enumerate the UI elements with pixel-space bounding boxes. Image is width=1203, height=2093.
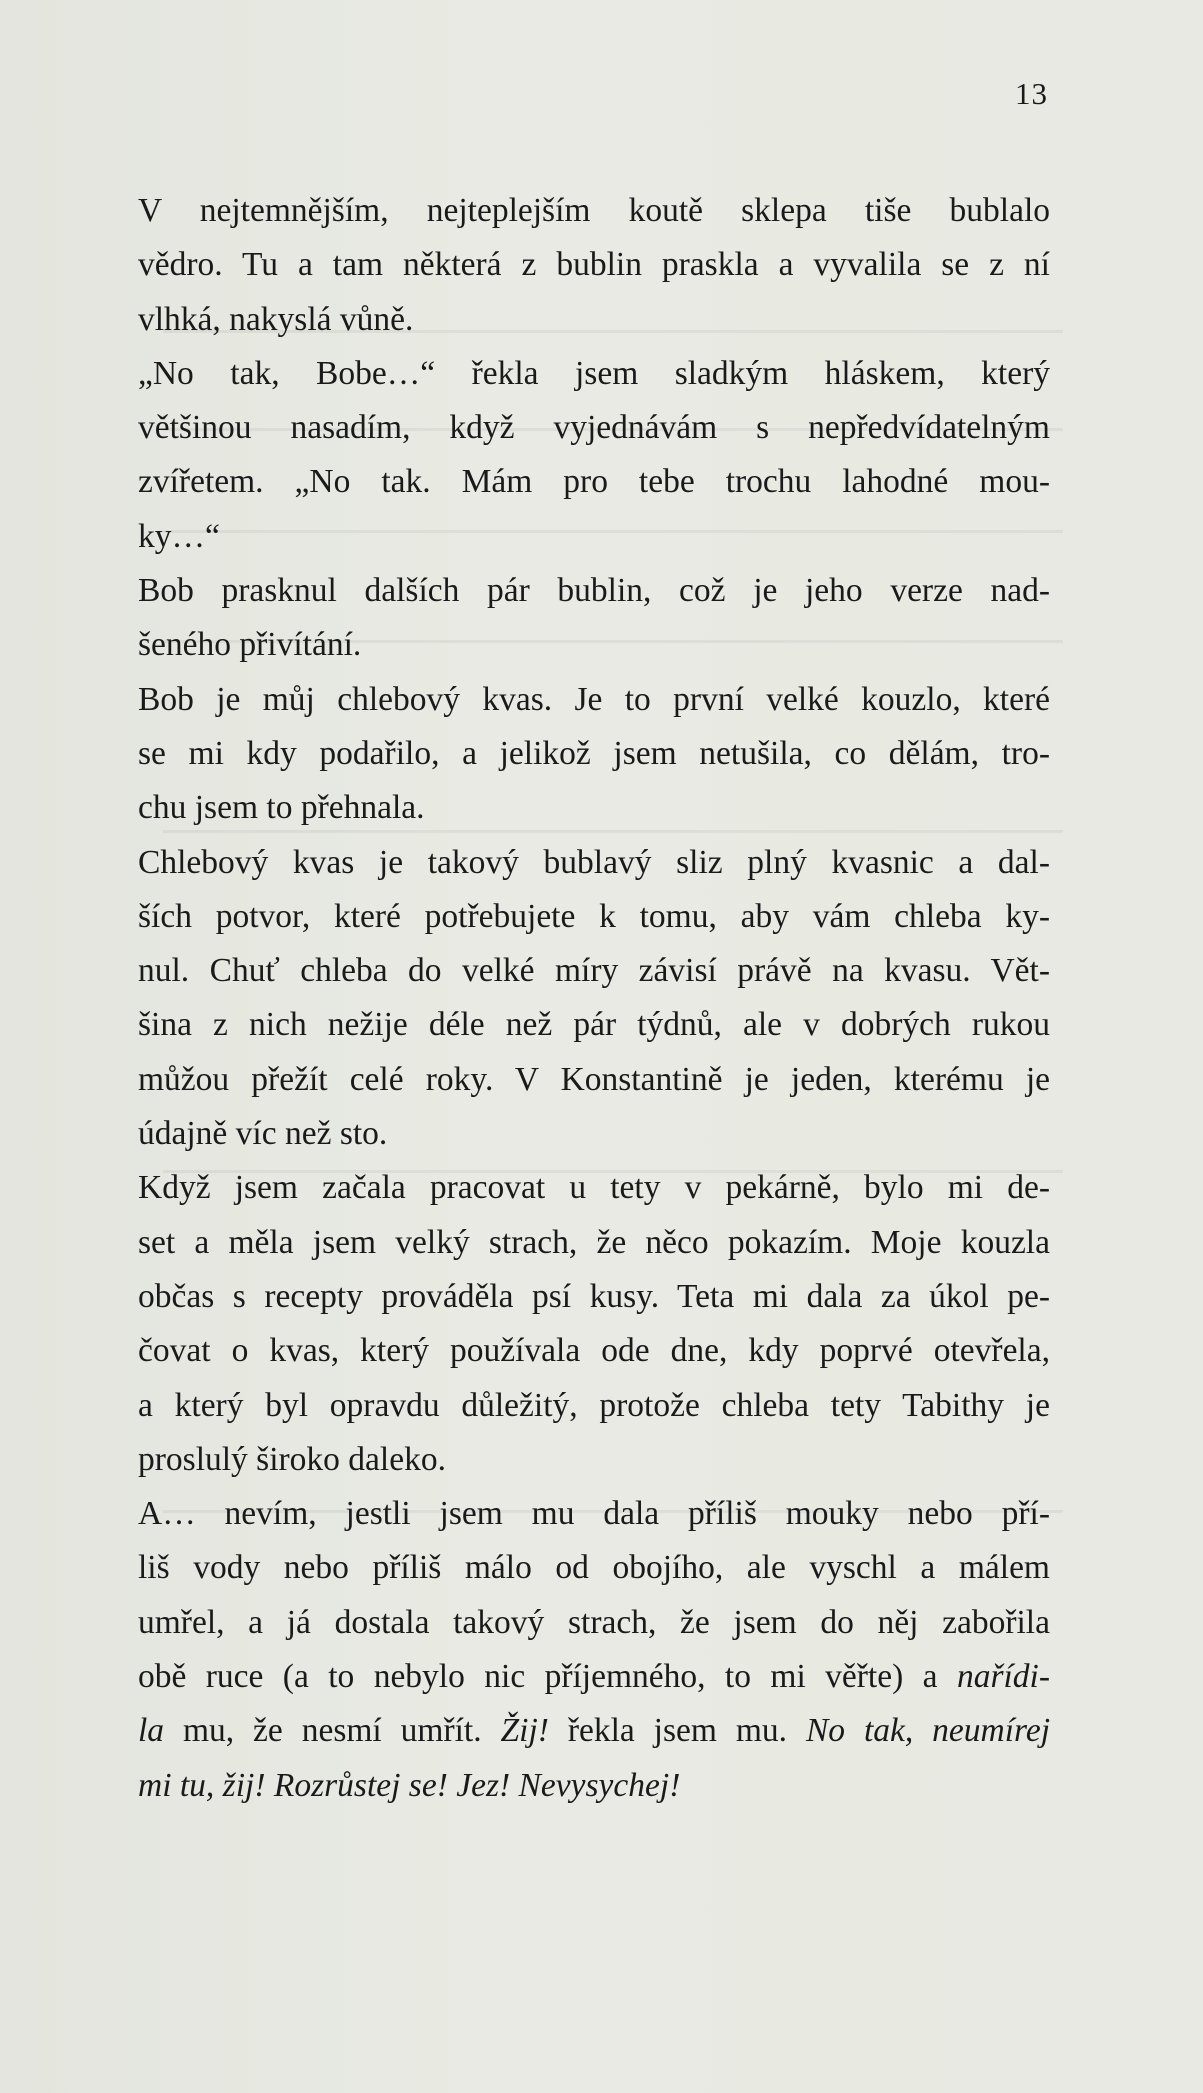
text-line bbox=[138, 727, 1050, 781]
italic-text: la bbox=[138, 1712, 165, 1750]
text-segment: zvířetem. „No tak. Mám pro tebe trochu lahodné mou- bbox=[138, 463, 1050, 501]
italic-text: nařídi- bbox=[956, 1658, 1050, 1696]
text-segment: Chlebový kvas je takový bublavý sliz plný kvasnic a dal- bbox=[138, 843, 1050, 881]
text-segment: V nejtemnějším, nejteplejším koutě sklepa tiše bublalo bbox=[138, 192, 1050, 229]
text-line bbox=[138, 1759, 1050, 1813]
text-segment: „No tak, Bobe…“ řekla jsem sladkým hláskem, který bbox=[138, 354, 1050, 392]
text-segment: Bob je můj chlebový kvas. Je to první velké kouzlo, které bbox=[138, 680, 1050, 718]
text-line bbox=[138, 347, 1050, 401]
text-line bbox=[138, 1270, 1050, 1324]
text-line bbox=[138, 1541, 1050, 1595]
text-line bbox=[138, 1161, 1050, 1215]
text-line bbox=[138, 510, 1050, 564]
text-segment: proslulý široko daleko. bbox=[138, 1440, 446, 1478]
text-segment: mu, že nesmí umřít. bbox=[164, 1712, 501, 1750]
text-line bbox=[138, 998, 1050, 1052]
text-segment: chu jsem to přehnala. bbox=[138, 789, 425, 827]
text-line bbox=[138, 184, 1050, 238]
text-segment: čovat o kvas, který používala ode dne, kdy poprvé otevřela, bbox=[138, 1332, 1050, 1370]
page-number: 13 bbox=[1015, 76, 1048, 111]
text-line bbox=[138, 1433, 1050, 1487]
text-line bbox=[138, 401, 1050, 455]
text-line bbox=[138, 1704, 1050, 1758]
text-segment: občas s recepty prováděla psí kusy. Teta mi dala za úkol pe- bbox=[138, 1277, 1050, 1315]
text-segment: řekla jsem mu. bbox=[548, 1712, 806, 1750]
text-segment: umřel, a já dostala takový strach, že jsem do něj zabořila bbox=[138, 1603, 1050, 1641]
text-line bbox=[138, 238, 1050, 292]
text-line bbox=[138, 1487, 1050, 1541]
text-segment: údajně víc než sto. bbox=[138, 1115, 388, 1153]
text-segment: většinou nasadím, když vyjednávám s nepředvídatelným bbox=[138, 409, 1050, 447]
text-line bbox=[138, 1107, 1050, 1161]
text-segment: ky…“ bbox=[138, 517, 220, 555]
text-line bbox=[138, 944, 1050, 998]
body-text bbox=[138, 184, 1050, 1813]
italic-text: Žij! bbox=[500, 1712, 549, 1750]
text-line bbox=[138, 618, 1050, 672]
text-segment: obě ruce (a to nebylo nic příjemného, to mi věřte) a bbox=[138, 1658, 957, 1696]
text-segment: ších potvor, které potřebujete k tomu, aby vám chleba ky- bbox=[138, 897, 1050, 935]
text-segment: šeného přivítání. bbox=[138, 626, 362, 664]
text-segment: set a měla jsem velký strach, že něco pokazím. Moje kouzla bbox=[138, 1223, 1050, 1261]
italic-text: mi tu, žij! Rozrůstej se! Jez! Nevysychej! bbox=[138, 1766, 681, 1804]
text-segment: se mi kdy podařilo, a jelikož jsem netušila, co dělám, tro- bbox=[138, 734, 1050, 772]
text-segment: šina z nich nežije déle než pár týdnů, ale v dobrých rukou bbox=[138, 1006, 1050, 1044]
text-segment: nul. Chuť chleba do velké míry závisí právě na kvasu. Vět- bbox=[138, 952, 1050, 990]
text-segment: a který byl opravdu důležitý, protože chleba tety Tabithy je bbox=[138, 1386, 1050, 1424]
italic-text: No tak, neumírej bbox=[805, 1712, 1051, 1750]
text-line bbox=[138, 890, 1050, 944]
text-line bbox=[138, 1379, 1050, 1433]
text-line bbox=[138, 836, 1050, 890]
text-line bbox=[138, 673, 1050, 727]
text-segment: můžou přežít celé roky. V Konstantině je jeden, kterému je bbox=[138, 1060, 1050, 1098]
text-line bbox=[138, 1324, 1050, 1378]
text-segment: vlhká, nakyslá vůně. bbox=[138, 300, 414, 338]
text-segment: Když jsem začala pracovat u tety v pekárně, bylo mi de- bbox=[138, 1169, 1050, 1207]
text-line bbox=[138, 1053, 1050, 1107]
text-segment: liš vody nebo příliš málo od obojího, ale vyschl a málem bbox=[138, 1549, 1050, 1587]
text-line bbox=[138, 1650, 1050, 1704]
text-line bbox=[138, 781, 1050, 835]
text-line bbox=[138, 293, 1050, 347]
text-line bbox=[138, 1216, 1050, 1270]
text-line bbox=[138, 564, 1050, 618]
text-line bbox=[138, 455, 1050, 509]
text-segment: vědro. Tu a tam některá z bublin praskla a vyvalila se z ní bbox=[138, 246, 1050, 284]
text-segment: A… nevím, jestli jsem mu dala příliš mouky nebo pří- bbox=[138, 1495, 1050, 1533]
text-segment: Bob prasknul dalších pár bublin, což je jeho verze nad- bbox=[138, 572, 1050, 610]
text-line bbox=[138, 1596, 1050, 1650]
